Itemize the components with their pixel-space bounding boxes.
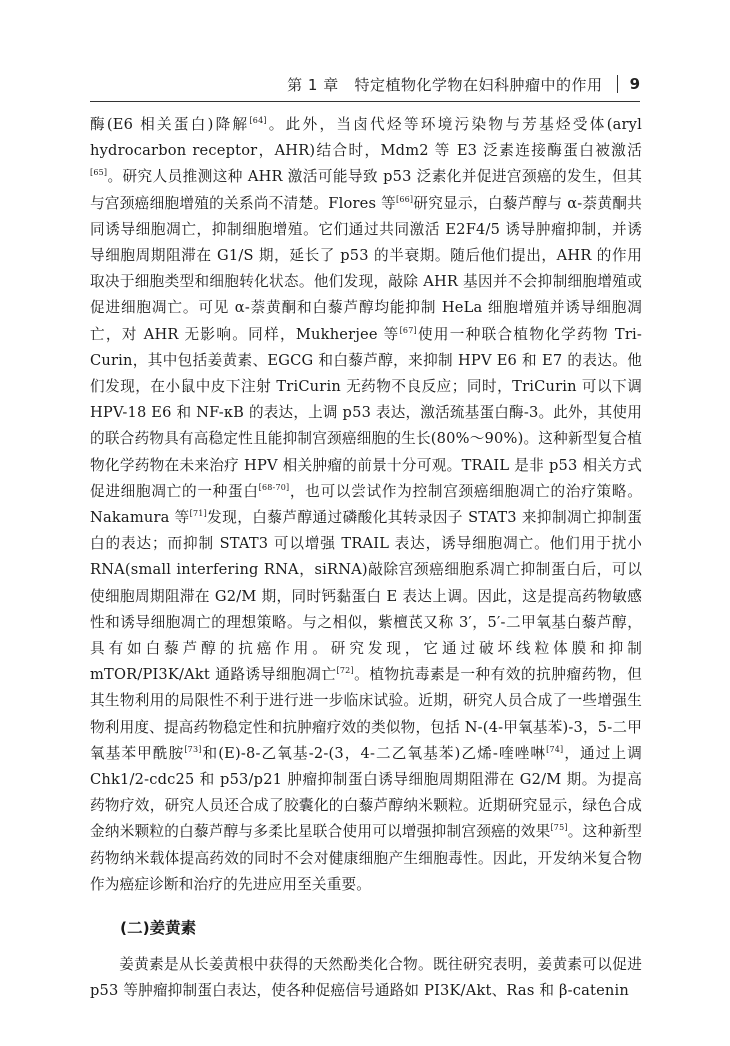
citation-ref: [68-70]	[258, 482, 290, 492]
header-rule	[90, 101, 640, 102]
citation-ref: [74]	[546, 745, 564, 755]
text-run: 研究显示，白藜芦醇与 α-萘黄酮共同诱导细胞凋亡，抑制细胞增殖。它们通过共同激活 E2F4/5 诱导肿瘤抑制，并诱导细胞周期阻滞在 G1/S 期，延长了 p53 的半衰期。随后他们提出，AHR 的作用取决于细胞类型和细胞转化状态。他们发现，敲除 AHR 基因并不会抑制细胞增殖或促进细胞凋亡。可见 α-萘黄酮和白藜芦醇均能抑制 HeLa 细胞增殖并诱导细胞凋亡，对 AHR 无影响。同样，Mukherjee 等	[90, 194, 643, 343]
page-number: 9	[629, 75, 640, 93]
text-run: 和(E)-8-乙氧基-2-(3，4-二乙氧基苯)乙烯-喹唑啉	[201, 744, 547, 762]
citation-ref: [66]	[396, 194, 414, 204]
running-header	[90, 73, 640, 95]
chapter-label: 第 1 章	[287, 75, 339, 94]
running-header-title	[287, 74, 602, 95]
citation-ref: [67]	[399, 325, 417, 335]
text-run: ，也可以尝试作为控制宫颈癌细胞凋亡的治疗策略。Nakamura 等	[90, 482, 643, 527]
text-run: 酶(E6 相关蛋白)降解	[90, 116, 250, 133]
text-run: 。植物抗毒素是一种有效的抗肿瘤药物，但其生物利用的局限性不利于进行进一步临床试验。近期，研究人员合成了一些增强生物利用度、提高药物稳定性和抗肿瘤疗效的类似物，包括 N-(4-甲氧基苯)-3，5-二甲氧基苯甲酰胺	[90, 666, 642, 762]
text-run: 。研究人员推测这种 AHR 激活可能导致 p53 泛素化并促进宫颈癌的发生，但其与宫颈癌细胞增殖的关系尚不清楚。Flores 等	[90, 168, 642, 212]
chapter-title: 特定植物化学物在妇科肿瘤中的作用	[354, 75, 603, 94]
text-run: 。这种新型药物纳米载体提高药效的同时不会对健康细胞产生细胞毒性。因此，开发纳米复合物作为癌症诊断和治疗的先进应用至关重要。	[90, 823, 642, 893]
body-paragraph-1	[90, 112, 642, 898]
text-run: 。此外，当卤代烃等环境污染物与芳基烃受体(aryl hydrocarbon receptor，AHR)结合时，Mdm2 等 E3 泛素连接酶蛋白被激活	[90, 116, 642, 160]
citation-ref: [72]	[336, 666, 354, 676]
section-heading: (二)姜黄素	[120, 919, 197, 938]
page-body	[90, 112, 642, 1005]
citation-ref: [65]	[90, 168, 108, 178]
text-run: 发现，白藜芦醇通过磷酸化其转录因子 STAT3 来抑制凋亡抑制蛋白的表达；而抑制 STAT3 可以增强 TRAIL 表达，诱导细胞凋亡。他们用于扰小 RNA(small interfering RNA，siRNA)敲除宫颈癌细胞系凋亡抑制蛋白后，可以使细胞周期阻滞在 G2/M 期，同时钙黏蛋白 E 表达上调。因此，这是提高药物敏感性和诱导细胞凋亡的理想策略。与之相似，紫檀芪又称 3′，5′-二甲氧基白藜芦醇，具有如白藜芦醇的抗癌作用。研究发现，它通过破坏线粒体膜和抑制 mTOR/PI3K/Akt 通路诱导细胞凋亡	[90, 509, 642, 684]
citation-ref: [64]	[249, 116, 267, 126]
citation-ref: [73]	[184, 745, 202, 755]
text-run: ，通过上调 Chk1/2-cdc25 和 p53/p21 肿瘤抑制蛋白诱导细胞周期阻滞在 G2/M 期。为提高药物疗效，研究人员还合成了胶囊化的白藜芦醇纳米颗粒。近期研究显示，绿色合成金纳米颗粒的白藜芦醇与多柔比星联合使用可以增强抑制宫颈癌的效果	[90, 744, 643, 841]
header-separator	[617, 75, 618, 93]
citation-ref: [75]	[550, 823, 568, 833]
citation-ref: [71]	[189, 509, 207, 519]
body-paragraph-2: 姜黄素是从长姜黄根中获得的天然酚类化合物。既往研究表明，姜黄素可以促进 p53 等肿瘤抑制蛋白表达，使各种促癌信号通路如 PI3K/Akt、Ras 和 β-catenin	[90, 956, 642, 1000]
text-run: 使用一种联合植物化学药物 Tri-Curin，其中包括姜黄素、EGCG 和白藜芦醇，来抑制 HPV E6 和 E7 的表达。他们发现，在小鼠中皮下注射 TriCurin 无药物不良反应；同时，TriCurin 可以下调 HPV-18 E6 和 NF-κB 的表达，上调 p53 表达，激活巯基蛋白酶-3。此外，其使用的联合药物具有高稳定性且能抑制宫颈癌细胞的生长(80%～90%)。这种新型复合植物化学药物在未来治疗 HPV 相关肿瘤的前景十分可观。TRAIL 是非 p53 相关方式促进细胞凋亡的一种蛋白	[90, 325, 643, 500]
